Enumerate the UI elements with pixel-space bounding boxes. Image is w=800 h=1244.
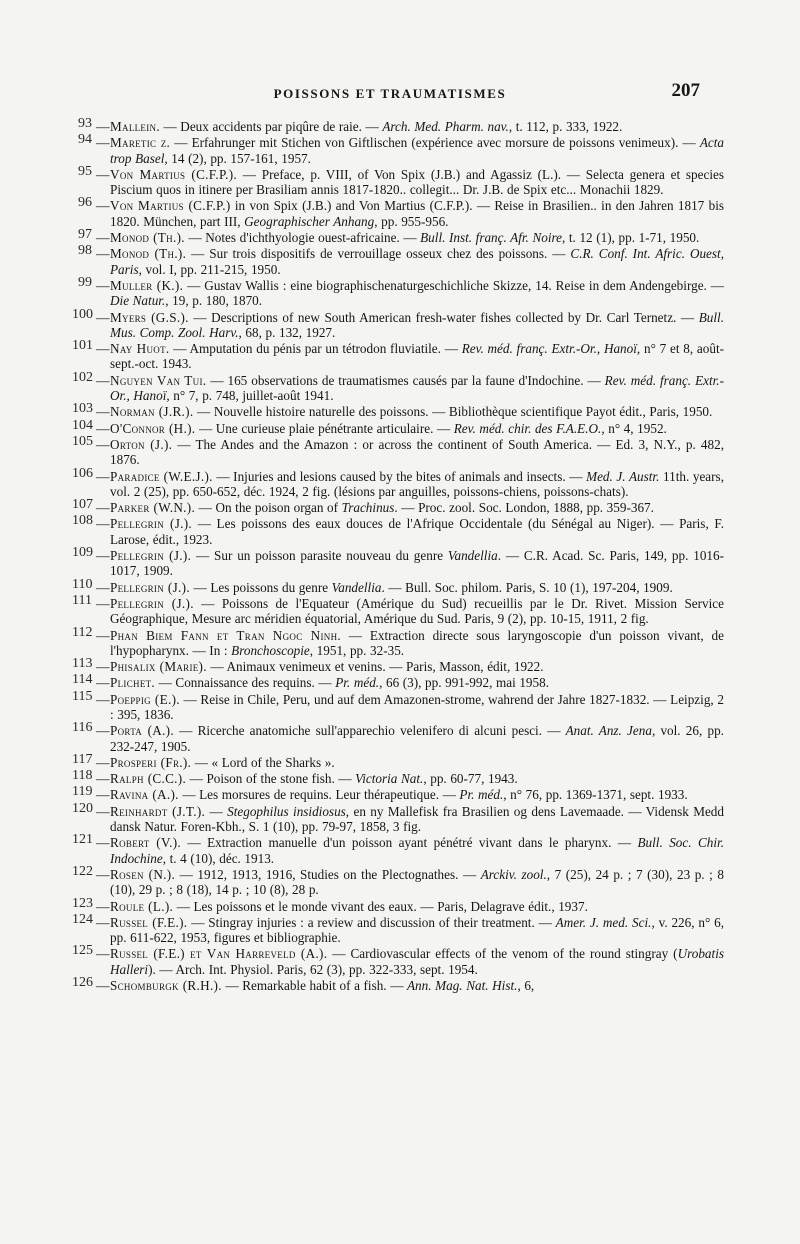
reference-dash: — <box>96 341 110 357</box>
reference-entry <box>72 576 724 595</box>
reference-title: — Amputation du pénis par un tétrodon fluviatile. — <box>169 341 462 357</box>
reference-text <box>110 867 724 898</box>
reference-journal: Stegophilus insidiosus <box>227 803 346 819</box>
reference-text <box>110 548 724 579</box>
reference-title: — <box>205 803 228 819</box>
reference-entry <box>72 497 724 516</box>
reference-title: — Sur un poisson parasite nouveau du genre <box>191 548 448 564</box>
reference-entry <box>72 688 724 723</box>
reference-number: 117 <box>72 751 93 767</box>
reference-number: 109 <box>72 545 93 561</box>
reference-number: 100 <box>72 306 93 322</box>
reference-dash: — <box>96 803 110 819</box>
reference-text <box>110 135 724 166</box>
reference-number: 123 <box>72 895 93 911</box>
reference-author: Phan Biem Fann et Tran Ngoc Ninh. <box>110 627 341 643</box>
reference-author: Plichet. <box>110 675 156 691</box>
reference-journal: Urobatis Halleri <box>110 946 724 977</box>
reference-author: Von Martius (C.F.P.). <box>110 166 237 182</box>
reference-text <box>110 692 724 723</box>
reference-entry <box>72 895 724 914</box>
reference-details: , 1951, pp. 32-35. <box>309 642 405 658</box>
reference-author: Pellegrin (J.). <box>110 595 194 611</box>
reference-dash: — <box>96 420 110 436</box>
reference-author: Poeppig (E.). <box>110 691 180 707</box>
reference-journal: Die Natur. <box>110 293 166 309</box>
reference-number: 104 <box>72 417 93 433</box>
reference-journal: Ann. Mag. Nat. Hist. <box>407 978 518 994</box>
reference-dash: — <box>96 691 110 707</box>
reference-entry <box>72 943 724 977</box>
reference-dash: — <box>96 277 110 293</box>
reference-number: 112 <box>72 624 93 640</box>
reference-journal: Geographischer Anhang <box>244 213 375 229</box>
reference-text <box>110 310 724 341</box>
reference-number: 116 <box>72 720 93 736</box>
reference-author: Myers (G.S.). <box>110 309 189 325</box>
reference-entry <box>72 800 724 835</box>
reference-details: , 14 (2), pp. 157-161, 1957. <box>164 150 311 166</box>
reference-author: Nay Huot. <box>110 341 170 357</box>
reference-number: 106 <box>72 465 93 481</box>
reference-title: — Extraction manuelle d'un poisson ayant pénétré vivant dans le pharynx. — <box>181 835 638 851</box>
page-number: 207 <box>671 80 700 101</box>
reference-journal: Arch. Med. Pharm. nav. <box>382 119 509 134</box>
reference-author: Pellegrin (J.). <box>110 579 190 595</box>
reference-author: Mallein. <box>110 119 160 134</box>
reference-title: — Extraction directe sous laryngoscopie d'un poisson vivant, de l'hypopharynx. — In : <box>110 627 724 658</box>
reference-title: — 1912, 1913, 1916, Studies on the Plectognathes. — <box>175 866 481 882</box>
reference-entry <box>72 369 725 404</box>
reference-journal: Arckiv. zool. <box>480 866 547 882</box>
reference-number: 98 <box>78 243 92 259</box>
reference-author: Robert (V.). <box>110 835 182 851</box>
reference-dash: — <box>96 246 110 262</box>
reference-journal: Bull. Soc. Chir. Indochine <box>110 835 724 866</box>
reference-entry <box>72 672 724 691</box>
reference-journal: Rev. méd. franç. Extr.-Or., Hanoï <box>110 372 725 404</box>
reference-details: . — Bull. Soc. philom. Paris, S. 10 (1), 197-204, 1909. <box>381 579 673 595</box>
reference-author: Phisalix (Marie). <box>110 659 207 675</box>
reference-entry <box>72 656 724 675</box>
reference-author: Pellegrin (J.). <box>110 548 192 564</box>
reference-details: , pp. 60-77, 1943. <box>423 771 518 787</box>
reference-text <box>110 787 724 802</box>
reference-journal: Trachinus <box>341 500 395 516</box>
reference-dash: — <box>96 946 110 962</box>
reference-number: 120 <box>72 800 93 816</box>
reference-number: 114 <box>72 672 93 688</box>
reference-number: 105 <box>72 433 93 449</box>
reference-title: in von Spix (J.B.) and Von Martius (C.F.P.). — Reise in Brasilien.. in den Jahren 1817 bis 1820. München, part III, <box>110 198 724 229</box>
reference-title: — Reise in Chile, Peru, und auf dem Amazonen-strome, wahrend der Jahre 1827-1832. — Leipzig, 2 : 395, 1836. <box>110 691 724 722</box>
reference-number: 118 <box>72 768 93 784</box>
reference-entry <box>72 975 724 994</box>
reference-author: Paradice (W.E.J.). <box>110 468 213 484</box>
reference-journal: Anat. Anz. Jena <box>565 723 652 739</box>
reference-dash: — <box>96 898 110 914</box>
reference-entry <box>72 306 724 341</box>
reference-details: . — Proc. zool. Soc. London, 1888, pp. 359-367. <box>394 500 654 516</box>
reference-entry <box>72 592 724 627</box>
reference-entry <box>72 227 724 246</box>
reference-list <box>72 116 725 994</box>
reference-dash: — <box>96 914 110 930</box>
reference-number: 99 <box>78 274 92 290</box>
reference-entry <box>72 863 724 898</box>
reference-entry <box>72 768 724 787</box>
reference-journal: Bull. Mus. Comp. Zool. Harv. <box>110 309 724 340</box>
reference-title: — Animaux venimeux et venins. — Paris, Masson, édit, 1922. <box>206 659 544 675</box>
reference-title: — Deux accidents par piqûre de raie. — <box>159 119 383 134</box>
reference-author: Russel (F.E.) et Van Harreveld (A.). <box>110 946 328 962</box>
reference-title: — Remarkable habit of a fish. — <box>221 978 407 994</box>
reference-author: Roule (L.). <box>110 898 174 914</box>
reference-entry <box>72 243 725 277</box>
reference-details: , v. 226, n° 6, pp. 611-622, 1953, figures et bibliographie. <box>110 914 725 946</box>
reference-title: — Notes d'ichthyologie ouest-africaine. — <box>184 230 421 246</box>
reference-number: 126 <box>72 975 93 991</box>
reference-text <box>110 755 724 770</box>
reference-details: , pp. 955-956. <box>374 213 449 229</box>
reference-title: — Gustav Wallis : eine biographischenaturgeschichliche Skizze, 14. Reise in dem Andengebirge. — <box>183 277 724 293</box>
reference-details: , 68, p. 132, 1927. <box>238 324 336 340</box>
reference-number: 103 <box>72 401 93 417</box>
reference-title: — Les poissons du genre <box>189 579 332 595</box>
reference-entry <box>72 163 724 198</box>
reference-title: — Cardiovascular effects of the venom of the round stingray ( <box>327 946 678 962</box>
reference-text <box>110 804 724 835</box>
reference-text <box>110 500 724 515</box>
reference-details: , t. 4 (10), déc. 1913. <box>162 850 275 866</box>
reference-dash: — <box>96 500 110 516</box>
reference-details: , 7 (25), 24 p. ; 7 (30), 23 p. ; 8 (10), 29 p. ; 8 (18), 14 p. ; 10 (8), 28 p. <box>110 866 724 898</box>
reference-text <box>110 675 724 690</box>
reference-author: Ravina (A.). <box>110 787 179 803</box>
reference-entry <box>72 513 724 547</box>
reference-number: 113 <box>72 656 93 672</box>
reference-author: O'Connor (H.). <box>110 420 196 436</box>
reference-journal: Bull. Inst. franç. Afr. Noire <box>420 230 562 246</box>
reference-text <box>110 978 724 993</box>
reference-text <box>110 167 724 198</box>
reference-author: Nguyen Van Tui. <box>110 372 207 388</box>
reference-entry <box>72 338 725 372</box>
reference-details: , 19, p. 180, 1870. <box>165 293 263 309</box>
reference-dash: — <box>96 579 110 595</box>
reference-dash: — <box>96 135 110 151</box>
reference-number: 115 <box>72 688 93 704</box>
reference-text <box>110 198 724 229</box>
reference-author: Parker (W.N.). <box>110 500 196 516</box>
reference-journal: Rev. méd. chir. des F.A.E.O. <box>453 420 602 436</box>
reference-entry <box>72 274 724 309</box>
reference-number: 95 <box>78 163 92 179</box>
reference-text <box>110 246 724 277</box>
reference-journal: Victoria Nat. <box>355 771 424 787</box>
reference-author: Prosperi (Fr.). <box>110 754 192 770</box>
reference-journal: Pr. méd. <box>335 675 380 691</box>
reference-dash: — <box>96 516 110 532</box>
page-header <box>80 80 700 108</box>
reference-details: , n° 7 et 8, août-sept.-oct. 1943. <box>110 341 725 372</box>
reference-journal: Rev. méd. franç. Extr.-Or., Hanoï <box>461 341 637 357</box>
reference-text <box>110 516 724 547</box>
reference-text <box>110 915 724 946</box>
reference-dash: — <box>96 835 110 851</box>
reference-text <box>110 230 724 245</box>
reference-entry <box>72 751 724 770</box>
reference-entry <box>72 116 724 134</box>
reference-dash: — <box>96 787 110 803</box>
reference-text <box>110 723 724 754</box>
reference-details: , t. 12 (1), pp. 1-71, 1950. <box>562 230 700 246</box>
reference-author: Rosen (N.). <box>110 866 176 882</box>
reference-text <box>110 596 724 627</box>
reference-details: , vol. I, pp. 211-215, 1950. <box>138 261 281 277</box>
reference-number: 111 <box>72 592 92 608</box>
reference-author: Russel (F.E.). <box>110 914 188 930</box>
reference-author: Von Martius (C.F.P.) <box>110 198 231 214</box>
reference-author: Monod (Th.). <box>110 230 185 246</box>
reference-text <box>110 628 724 659</box>
reference-details: , 66 (3), pp. 991-992, mai 1958. <box>379 675 550 691</box>
reference-text <box>110 278 724 309</box>
reference-dash: — <box>96 754 110 770</box>
reference-text <box>110 437 724 468</box>
reference-journal: C.R. Conf. Int. Afric. Ouest, Paris <box>110 246 725 277</box>
reference-text <box>110 421 724 436</box>
reference-dash: — <box>96 166 110 182</box>
reference-dash: — <box>96 866 110 882</box>
reference-dash: — <box>96 675 110 691</box>
reference-author: Orton (J.). <box>110 436 173 452</box>
reference-journal: Pr. méd. <box>459 787 504 803</box>
reference-title: — Erfahrunger mit Stichen von Giftlischen (expérience avec morsure de poissons venimeux). — <box>170 135 700 151</box>
reference-number: 94 <box>78 132 92 148</box>
reference-number: 125 <box>72 943 93 959</box>
reference-number: 122 <box>72 863 93 879</box>
reference-entry <box>72 911 725 946</box>
reference-title: — Les poissons et le monde vivant des eaux. — Paris, Delagrave édit., 1937. <box>173 898 588 914</box>
reference-title: — « Lord of the Sharks ». <box>191 754 335 770</box>
reference-title: — Poison of the stone fish. — <box>186 771 356 787</box>
reference-text <box>110 119 724 134</box>
reference-number: 108 <box>72 513 93 529</box>
reference-details: , n° 76, pp. 1369-1371, sept. 1933. <box>503 787 688 803</box>
reference-text <box>110 580 724 595</box>
reference-journal: Med. J. Austr. <box>586 468 660 484</box>
reference-journal: Vandellia <box>331 579 382 595</box>
reference-details: 11th. years, vol. 2 (25), pp. 650-652, déc. 1924, 2 fig. (lésions par anguilles, poissons-chiens, poissons-chats). <box>110 468 724 499</box>
reference-entry <box>72 624 724 659</box>
reference-number: 124 <box>72 911 93 927</box>
reference-dash: — <box>96 309 110 325</box>
reference-dash: — <box>96 659 110 675</box>
reference-number: 102 <box>72 369 93 385</box>
reference-text <box>110 899 724 914</box>
reference-title: — Connaissance des requins. — <box>155 675 336 691</box>
reference-details: , t. 112, p. 333, 1922. <box>508 119 623 134</box>
reference-title: — The Andes and the Amazon : or across the continent of South America. — Ed. 3, N.Y., p. 482, 1876. <box>110 436 724 468</box>
reference-author: Ralph (C.C.). <box>110 771 187 787</box>
reference-title: — Descriptions of new South American fresh-water fishes collected by Dr. Carl Ternetz. — <box>188 309 699 325</box>
reference-details: , en ny Mallefisk fra Brasilien og dens Lavemaade. — Vidensk Medd dansk Natur. Foren-Kbh., S. 1 (10), pp. 79-97, 1858, 3 fig. <box>110 803 724 835</box>
reference-entry <box>72 784 724 803</box>
reference-author: Schomburgk (R.H.). <box>110 978 222 994</box>
reference-details: , 6, <box>517 978 535 994</box>
reference-title: — Les morsures de requins. Leur thérapeutique. — <box>178 787 460 803</box>
reference-text <box>110 373 724 404</box>
reference-author: Muller (K.). <box>110 277 184 293</box>
reference-dash: — <box>96 198 110 214</box>
reference-journal: Amer. J. med. Sci. <box>555 914 652 930</box>
reference-dash: — <box>96 548 110 564</box>
reference-entry <box>72 720 724 754</box>
reference-dash: — <box>96 978 110 994</box>
reference-entry <box>72 545 724 579</box>
reference-number: 93 <box>78 116 92 131</box>
reference-dash: — <box>96 595 110 611</box>
reference-text <box>110 659 724 674</box>
reference-entry <box>72 832 724 866</box>
reference-entry <box>72 401 724 420</box>
reference-details: . — C.R. Acad. Sc. Paris, 149, pp. 1016-1017, 1909. <box>110 548 724 579</box>
reference-details: , n° 4, 1952. <box>601 420 667 436</box>
reference-title: — Injuries and lesions caused by the bites of animals and insects. — <box>212 468 587 484</box>
reference-title: — Nouvelle histoire naturelle des poissons. — Bibliothèque scientifique Payot édit., Paris, 1950. <box>193 404 713 420</box>
reference-journal: Vandellia <box>447 548 498 564</box>
reference-dash: — <box>96 723 110 739</box>
reference-title: — Poissons de l'Equateur (Amérique du Sud) recueillis par le Dr. Rivet. Mission Service Géographique, Mesure arc méridien équatorial, Amérique du Sud. Paris, 9 (2), pp. 10-15, 1911, 2 fig. <box>110 595 724 627</box>
reference-journal: Acta trop Basel <box>110 135 724 166</box>
reference-dash: — <box>96 771 110 787</box>
reference-author: Monod (Th.). <box>110 246 187 262</box>
reference-details: ). — Arch. Int. Physiol. Paris, 62 (3), pp. 322-333, sept. 1954. <box>148 961 478 977</box>
reference-title: — Les poissons des eaux douces de l'Afrique Occidentale (du Sénégal au Niger). — Paris, F. Larose, édit., 1923. <box>110 516 724 547</box>
reference-title: — Ricerche anatomiche sull'apparechio velenifero di alcuni pesci. — <box>173 723 566 739</box>
reference-dash: — <box>96 404 110 420</box>
reference-text <box>110 404 724 419</box>
reference-entry <box>72 195 724 229</box>
reference-author: Norman (J.R.). <box>110 404 194 420</box>
reference-author: Maretic z. <box>110 135 171 151</box>
reference-title: — Preface, p. VIII, of Von Spix (J.B.) and Agassiz (L.). — Selecta genera et species Piscium quos in itinere per Brasiliam annis 1817-1820.. collegit... Dr. J.B. de Spix etc... Monachii 1829. <box>110 166 724 198</box>
reference-number: 101 <box>72 338 93 354</box>
reference-number: 97 <box>78 227 92 243</box>
reference-text <box>110 469 724 500</box>
reference-dash: — <box>96 436 110 452</box>
reference-number: 121 <box>72 832 93 848</box>
reference-entry <box>72 465 724 500</box>
reference-text <box>110 946 724 977</box>
reference-dash: — <box>96 230 110 246</box>
running-title: POISSONS ET TRAUMATISMES <box>273 86 507 101</box>
reference-title: — Stingray injuries : a review and discussion of their treatment. — <box>187 914 556 930</box>
reference-dash: — <box>96 119 110 134</box>
reference-entry <box>72 417 724 436</box>
reference-title: — Sur trois dispositifs de verrouillage osseux chez des poissons. — <box>186 246 571 262</box>
reference-details: , n° 7, p. 748, juillet-août 1941. <box>166 388 334 404</box>
reference-details: , vol. 26, pp. 232-247, 1905. <box>110 723 724 754</box>
reference-entry <box>72 433 724 468</box>
reference-author: Pellegrin (J.). <box>110 516 193 532</box>
reference-journal: Bronchoscopie <box>231 642 310 658</box>
reference-dash: — <box>96 372 110 388</box>
reference-title: — Une curieuse plaie pénétrante articulaire. — <box>195 420 454 436</box>
reference-entry <box>72 132 724 166</box>
reference-text <box>110 835 724 866</box>
reference-text <box>110 341 724 372</box>
reference-title: — On the poison organ of <box>195 500 342 516</box>
reference-number: 96 <box>78 195 92 211</box>
reference-dash: — <box>96 468 110 484</box>
reference-number: 119 <box>72 784 93 800</box>
reference-title: — 165 observations de traumatismes causés par la faune d'Indochine. — <box>206 372 605 388</box>
reference-number: 110 <box>72 576 93 592</box>
reference-text <box>110 771 724 786</box>
reference-author: Reinhardt (J.T.). <box>110 803 206 819</box>
reference-dash: — <box>96 627 110 643</box>
reference-author: Porta (A.). <box>110 723 174 739</box>
reference-number: 107 <box>72 497 93 513</box>
